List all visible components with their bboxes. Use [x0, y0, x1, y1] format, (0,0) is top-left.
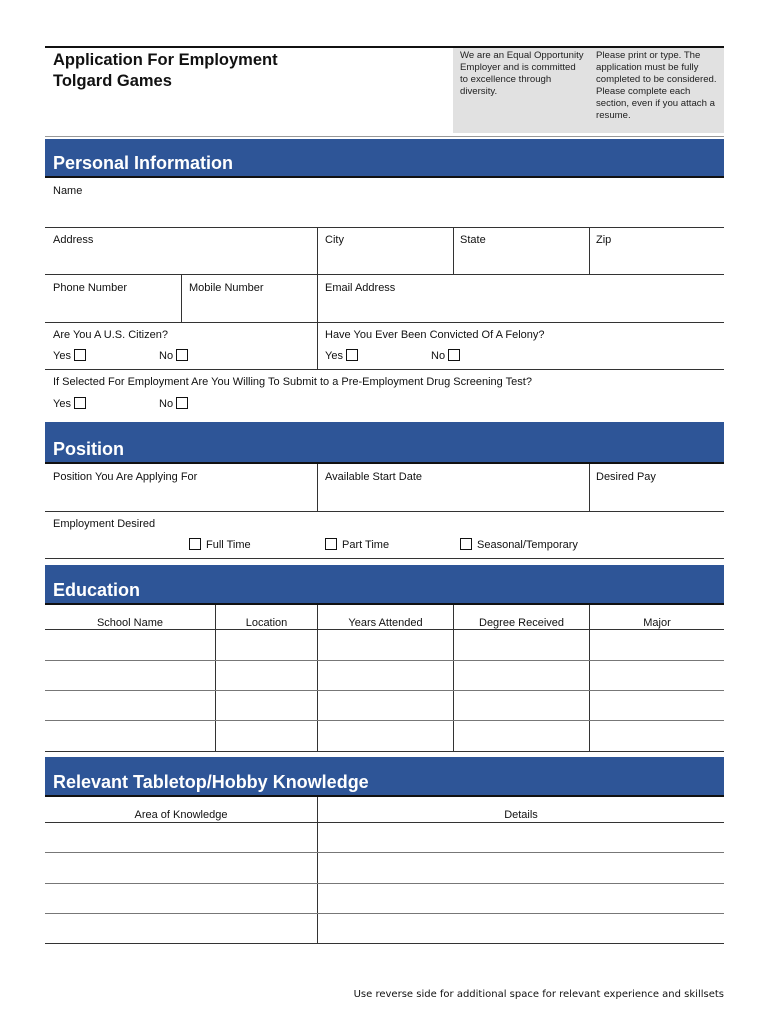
checkbox-icon — [189, 538, 201, 550]
footer-note: Use reverse side for additional space for relevant experience and skillsets — [353, 989, 724, 1000]
option-label: Seasonal/Temporary — [477, 539, 578, 551]
section-education — [45, 565, 724, 605]
option-label: Full Time — [206, 539, 251, 551]
form-title-line1: Application For Employment — [53, 51, 278, 69]
table-row-rule — [45, 883, 724, 884]
divider — [317, 274, 318, 322]
address-field[interactable] — [45, 248, 316, 273]
divider — [589, 605, 590, 751]
email-field[interactable] — [318, 296, 724, 321]
rule — [45, 369, 724, 370]
section-heading: Education — [53, 580, 141, 600]
option-label: Part Time — [342, 539, 390, 551]
section-heading: Personal Information — [53, 153, 234, 173]
rule — [45, 511, 724, 512]
rule — [45, 322, 724, 323]
felony-yes[interactable] — [325, 349, 358, 362]
table-row-rule — [45, 629, 724, 630]
checkbox-icon — [448, 349, 460, 361]
zip-field[interactable] — [590, 248, 724, 273]
address-label: Address — [53, 234, 94, 246]
table-bottom-rule — [45, 943, 724, 944]
zip-label: Zip — [596, 234, 612, 246]
divider — [317, 605, 318, 751]
checkbox-icon — [176, 349, 188, 361]
citizen-no[interactable] — [159, 349, 188, 362]
name-field[interactable] — [45, 200, 724, 226]
rule — [45, 274, 724, 275]
col-details: Details — [504, 809, 538, 821]
col-degree-received: Degree Received — [479, 617, 564, 629]
divider — [181, 274, 182, 322]
divider — [453, 605, 454, 751]
checkbox-icon — [176, 397, 188, 409]
yes-label: Yes — [53, 350, 71, 362]
phone-field[interactable] — [45, 296, 180, 321]
checkbox-icon — [74, 397, 86, 409]
no-label: No — [159, 350, 174, 362]
header-bottom-rule — [45, 136, 724, 137]
col-years-attended: Years Attended — [348, 617, 423, 629]
checkbox-icon — [74, 349, 86, 361]
section-personal-information — [45, 139, 724, 178]
rule — [45, 558, 724, 559]
section-heading: Position — [53, 439, 124, 459]
divider — [317, 227, 318, 274]
option-seasonal[interactable] — [460, 538, 578, 551]
position-field[interactable] — [45, 486, 316, 510]
no-label: No — [159, 398, 174, 410]
citizen-yes[interactable] — [53, 349, 86, 362]
name-label: Name — [53, 185, 83, 197]
felony-question: Have You Ever Been Convicted Of A Felony? — [325, 329, 545, 341]
divider — [215, 605, 216, 751]
section-hobby-knowledge — [45, 757, 724, 797]
phone-label: Phone Number — [53, 282, 127, 294]
table-row-rule — [45, 913, 724, 914]
state-label: State — [460, 234, 486, 246]
mobile-label: Mobile Number — [189, 282, 264, 294]
option-part-time[interactable] — [325, 538, 389, 551]
rule — [45, 227, 724, 228]
checkbox-icon — [346, 349, 358, 361]
print-instructions-notice: Please print or type. The application must be fully completed to be considered. Please complete each section, even if you attach a resume. — [596, 50, 717, 121]
start-date-field[interactable] — [318, 486, 588, 510]
position-applying-label: Position You Are Applying For — [53, 471, 198, 483]
drug-screen-yes[interactable] — [53, 397, 86, 410]
divider — [589, 464, 590, 511]
table-bottom-rule — [45, 751, 724, 752]
employment-desired-label: Employment Desired — [53, 518, 156, 530]
divider — [453, 227, 454, 274]
divider — [589, 227, 590, 274]
section-heading: Relevant Tabletop/Hobby Knowledge — [53, 772, 369, 792]
divider — [317, 322, 318, 369]
city-field[interactable] — [318, 248, 452, 273]
mobile-field[interactable] — [182, 296, 316, 321]
table-row-rule — [45, 690, 724, 691]
desired-pay-field[interactable] — [590, 486, 724, 510]
yes-label: Yes — [325, 350, 343, 362]
start-date-label: Available Start Date — [325, 471, 423, 483]
table-row-rule — [45, 720, 724, 721]
felony-no[interactable] — [431, 349, 460, 362]
col-area-of-knowledge: Area of Knowledge — [134, 809, 228, 821]
form-title — [53, 50, 278, 92]
table-row-rule — [45, 852, 724, 853]
checkbox-icon — [460, 538, 472, 550]
city-label: City — [325, 234, 344, 246]
option-full-time[interactable] — [189, 538, 251, 551]
drug-screen-question: If Selected For Employment Are You Willing To Submit to a Pre-Employment Drug Screening Test? — [53, 376, 532, 388]
desired-pay-label: Desired Pay — [596, 471, 656, 483]
table-row-rule — [45, 660, 724, 661]
citizen-question: Are You A U.S. Citizen? — [53, 329, 168, 341]
no-label: No — [431, 350, 446, 362]
checkbox-icon — [325, 538, 337, 550]
equal-opportunity-notice: We are an Equal Opportunity Employer and is committed to excellence through diversity. — [460, 50, 584, 97]
divider — [317, 797, 318, 944]
email-label: Email Address — [325, 282, 396, 294]
drug-screen-no[interactable] — [159, 397, 188, 410]
divider — [317, 464, 318, 511]
col-major: Major — [643, 617, 671, 629]
state-field[interactable] — [454, 248, 588, 273]
section-position — [45, 422, 724, 464]
company-name: Tolgard Games — [53, 72, 172, 90]
col-school-name: School Name — [96, 617, 164, 629]
table-row-rule — [45, 822, 724, 823]
yes-label: Yes — [53, 398, 71, 410]
col-location: Location — [245, 617, 288, 629]
